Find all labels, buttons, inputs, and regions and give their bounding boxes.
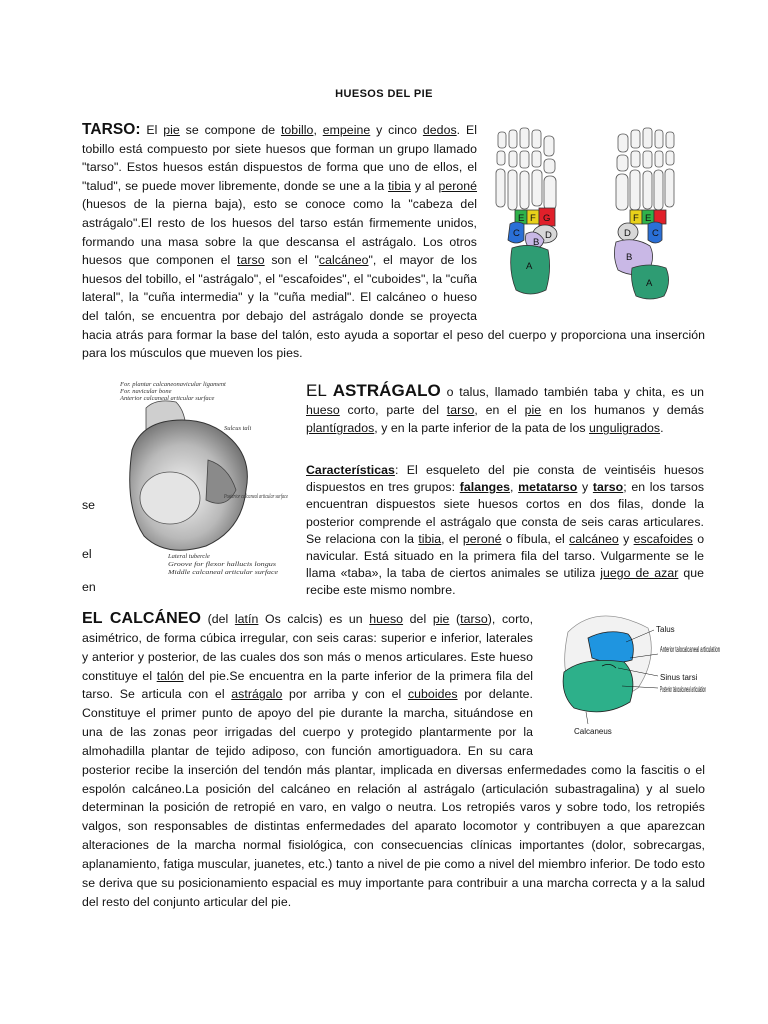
astragalo-label-5: Posterior calcaneal articular surface	[223, 493, 289, 500]
foot-right-label-a: A	[646, 278, 653, 289]
side-word-el: el	[82, 547, 92, 561]
link-perone[interactable]: peroné	[438, 178, 478, 193]
link-tarso-3[interactable]: tarso	[592, 480, 624, 495]
link-pie[interactable]: pie	[163, 123, 180, 137]
link-tarso[interactable]: tarso	[237, 253, 265, 268]
calcaneo-text-4: (	[456, 612, 461, 626]
link-plantigrados[interactable]: plantígrados	[306, 421, 375, 436]
calcaneo-image-float	[533, 610, 705, 750]
calcaneo-label-talus: Talus	[656, 625, 675, 634]
calcaneo-text-5: ), corto, asimétrico, de forma cúbica irregular, con seis caras: superior e inferior, laterales y anterior y posterior, de las cuales dos son más o menos articulares. Este hueso constituye el	[82, 612, 534, 683]
link-latin[interactable]: latín	[234, 612, 259, 626]
foot-right-label-c: C	[652, 228, 659, 239]
tarso-text-8: son el "	[271, 253, 319, 268]
tarso-text-6: y al	[414, 178, 435, 193]
astragalo-text-6: en los humanos y demás	[548, 403, 705, 418]
astragalo-text-1: o talus, llamado también	[446, 385, 589, 399]
side-word-se: se	[82, 498, 95, 512]
foot-left-label-d: D	[545, 230, 552, 241]
link-cuboides[interactable]: cuboides	[407, 687, 458, 702]
link-tarso-4[interactable]: tarso	[460, 612, 488, 626]
link-pie-2[interactable]: pie	[524, 403, 542, 418]
astragalo-el: EL	[306, 381, 327, 400]
tarso-text-2: se compone de	[185, 123, 276, 137]
tarso-text-3: ,	[313, 123, 317, 137]
car-text-9: que recibe este mismo nombre.	[306, 566, 705, 598]
tarso-text-1: El	[146, 123, 158, 137]
link-falanges[interactable]: falanges	[459, 480, 511, 495]
car-text-5: , el	[441, 531, 459, 546]
astragalo-label-3: Anterior calcaneal articular surface	[120, 395, 215, 402]
astragalo-heading: ASTRÁGALO	[332, 381, 441, 400]
link-tobillo[interactable]: tobillo	[280, 123, 314, 137]
foot-right-label-f: F	[633, 213, 639, 224]
calcaneo-text-7: por arriba y con el	[289, 687, 402, 702]
side-word-en: en	[82, 580, 96, 594]
link-perone-2[interactable]: peroné	[462, 531, 502, 546]
astragalo-label-4: Sulcus tali	[224, 425, 252, 432]
astragalo-text-5: , en el	[474, 403, 517, 418]
foot-left-label-b: B	[533, 237, 540, 248]
tarso-text-7: (huesos de la pierna baja), esto se conoce como la "cabeza del astrágalo".El resto de los huesos del tarso están firmemente unidos, formando una masa sobre la que descansa el astrágalo. Los otros huesos que componen el	[82, 197, 477, 268]
link-taba[interactable]: taba	[593, 385, 619, 399]
car-text-8: o navicular. Está situado en la primera fila del tarso. Vulgarmente se le llama «taba», la taba de ciertos animales se utiliza	[306, 531, 705, 581]
car-text-3: y	[582, 480, 589, 495]
link-hueso[interactable]: hueso	[306, 403, 340, 418]
car-text-2: ,	[510, 480, 514, 495]
foot-right-label-e: E	[645, 213, 652, 224]
astragalo-text-3: , es un	[662, 385, 704, 399]
foot-left-label-e: E	[518, 213, 525, 224]
astragalo-text-4: corto, parte del	[347, 403, 439, 418]
calcaneo-text-1: (del	[207, 612, 229, 626]
astragalo-text-7: , y en la parte inferior de la pata de los	[374, 421, 586, 436]
car-text-1: : El esqueleto del pie consta de veintiséis huesos dispuestos en tres grupos:	[306, 463, 704, 495]
caracteristicas-section	[306, 462, 704, 600]
link-dedos[interactable]: dedos	[422, 123, 457, 137]
calcaneo-text-8: por delante. Constituye el primer punto de apoyo del pie durante la marcha, situándose en una de las zonas peor irrigadas del cuerpo y protegido plantarmente por la almohadilla plantar de tejido adiposo, con función amortiguadora. En su cara posterior recibe la inserción del tendón más plantar, implicada en diversas enfermedades como la fascitis o el espolón calcáneo.La posición del calcáneo en relación al astrágalo (articulación subastragalina) y al suelo determinan la posición de retropié en varo, en valgo o neutra. Los retropiés varos y sobre todo, los retropiés valgos, son responsables de distintas enfermedades del aparato locomotor y contribuyen a que aparezcan alteraciones de la marcha normal fisiológica, con consecuencias clínicas importantes (dolor, sobrecargas, aplanamiento, fatiga muscular, juanetes, etc.) tanto a nivel de pie como a nivel del miembro inferior. De todo esto se deriva que su posicionamiento espacial es muy importante para contribuir a una marcha correcta y a la salud del resto del conjunto articular del pie.	[82, 687, 705, 909]
link-tarso-2[interactable]: tarso	[446, 403, 475, 418]
caracteristicas-label: Características	[306, 463, 395, 477]
foot-left-label-g: G	[543, 213, 551, 224]
car-text-7: y	[623, 531, 630, 546]
foot-right-label-b: B	[626, 252, 633, 263]
car-text-4: ; en los tarsos encuentran dispuestos siete huesos cortos en dos filas, donde la posterior comprende el astrágalo que consta de seis caras articulares. Se relaciona con la	[306, 480, 705, 546]
page-title: HUESOS DEL PIE	[335, 88, 433, 100]
link-tibia[interactable]: tibia	[388, 178, 411, 193]
link-unguligrados[interactable]: unguligrados	[589, 421, 661, 436]
tarso-text-5: . El tobillo está compuesto por siete huesos que forman un grupo llamado "tarso". Estos huesos están dispuestos de forma que uno de ellos, el "talud", se puede mover libremente, donde se une a la	[82, 123, 477, 193]
foot-right-label-d: D	[624, 228, 631, 239]
calcaneo-text-3: del	[409, 612, 427, 626]
link-tibia-2[interactable]: tibia	[418, 531, 442, 546]
tarso-text-9: ", el mayor de los huesos del tobillo, el "astrágalo", el "escafoides", el "cuboides", la "cuña lateral", la "cuña intermedia" y la "cuña medial". El calcáneo o hueso del talón, se encuentra por debajo del astrágalo donde se proyecta hacia atrás para formar la base del talón, esto ayuda a soportar el peso del cuerpo y proporciona una inserción para los músculos que mueven los pies.	[82, 253, 705, 361]
foot-left-label-a: A	[526, 261, 533, 272]
tarso-heading-text: TARSO:	[82, 121, 141, 138]
calcaneo-heading: EL CALCÁNEO	[82, 610, 201, 627]
foot-bones-diagram	[482, 124, 704, 302]
foot-left-label-f: F	[530, 213, 536, 224]
calcaneo-section	[82, 610, 705, 912]
link-talon[interactable]: talón	[156, 668, 184, 683]
foot-left-label-c: C	[513, 228, 520, 239]
link-pie-3[interactable]: pie	[432, 612, 450, 626]
foot-right	[614, 128, 674, 299]
link-hueso-2[interactable]: hueso	[369, 612, 404, 626]
foot-left	[496, 128, 557, 294]
calcaneo-label-sinus: Sinus tarsi	[660, 673, 698, 682]
link-escafoides[interactable]: escafoides	[633, 531, 693, 546]
link-metatarso[interactable]: metatarso	[518, 480, 578, 495]
link-empeine[interactable]: empeine	[322, 123, 371, 137]
tarso-text-4: y cinco	[376, 123, 418, 137]
link-astragalo[interactable]: astrágalo	[231, 687, 283, 702]
astragalo-label-8: Middle calcaneal articular surface	[166, 569, 279, 576]
astragalo-diagram	[112, 380, 292, 580]
calcaneo-text-6: del pie.Se encuentra en la parte inferior de la primera fila del tarso. Se articula con el	[82, 668, 533, 702]
astragalo-label-6: Lateral tubercle	[168, 553, 210, 560]
astragalo-text-2: y	[623, 385, 631, 399]
astragalo-label-7: Groove for flexor hallucis longus	[168, 561, 277, 568]
astragalo-label-1: For. plantar calcaneonavicular ligament	[120, 381, 226, 388]
link-calcaneo[interactable]: calcáneo	[318, 253, 369, 268]
calcaneo-text-2: Os calcis) es un	[265, 612, 363, 626]
astragalo-label-2: For. navicular bone	[120, 388, 172, 395]
car-text-6: o fíbula, el	[505, 531, 565, 546]
calcaneo-label-calcaneus: Calcaneus	[574, 727, 612, 736]
calcaneo-label-posterior: Posterior talocalcaneal articulation	[660, 685, 706, 694]
link-chita[interactable]: chita	[635, 385, 663, 399]
astragalo-text-8: .	[660, 421, 664, 436]
calcaneo-label-anterior: Anterior talocalcaneal articulation	[660, 645, 720, 654]
link-calcaneo-2[interactable]: calcáneo	[569, 531, 619, 546]
astragalo-section	[306, 382, 704, 438]
link-juego-de-azar[interactable]: juego de azar	[600, 566, 679, 581]
